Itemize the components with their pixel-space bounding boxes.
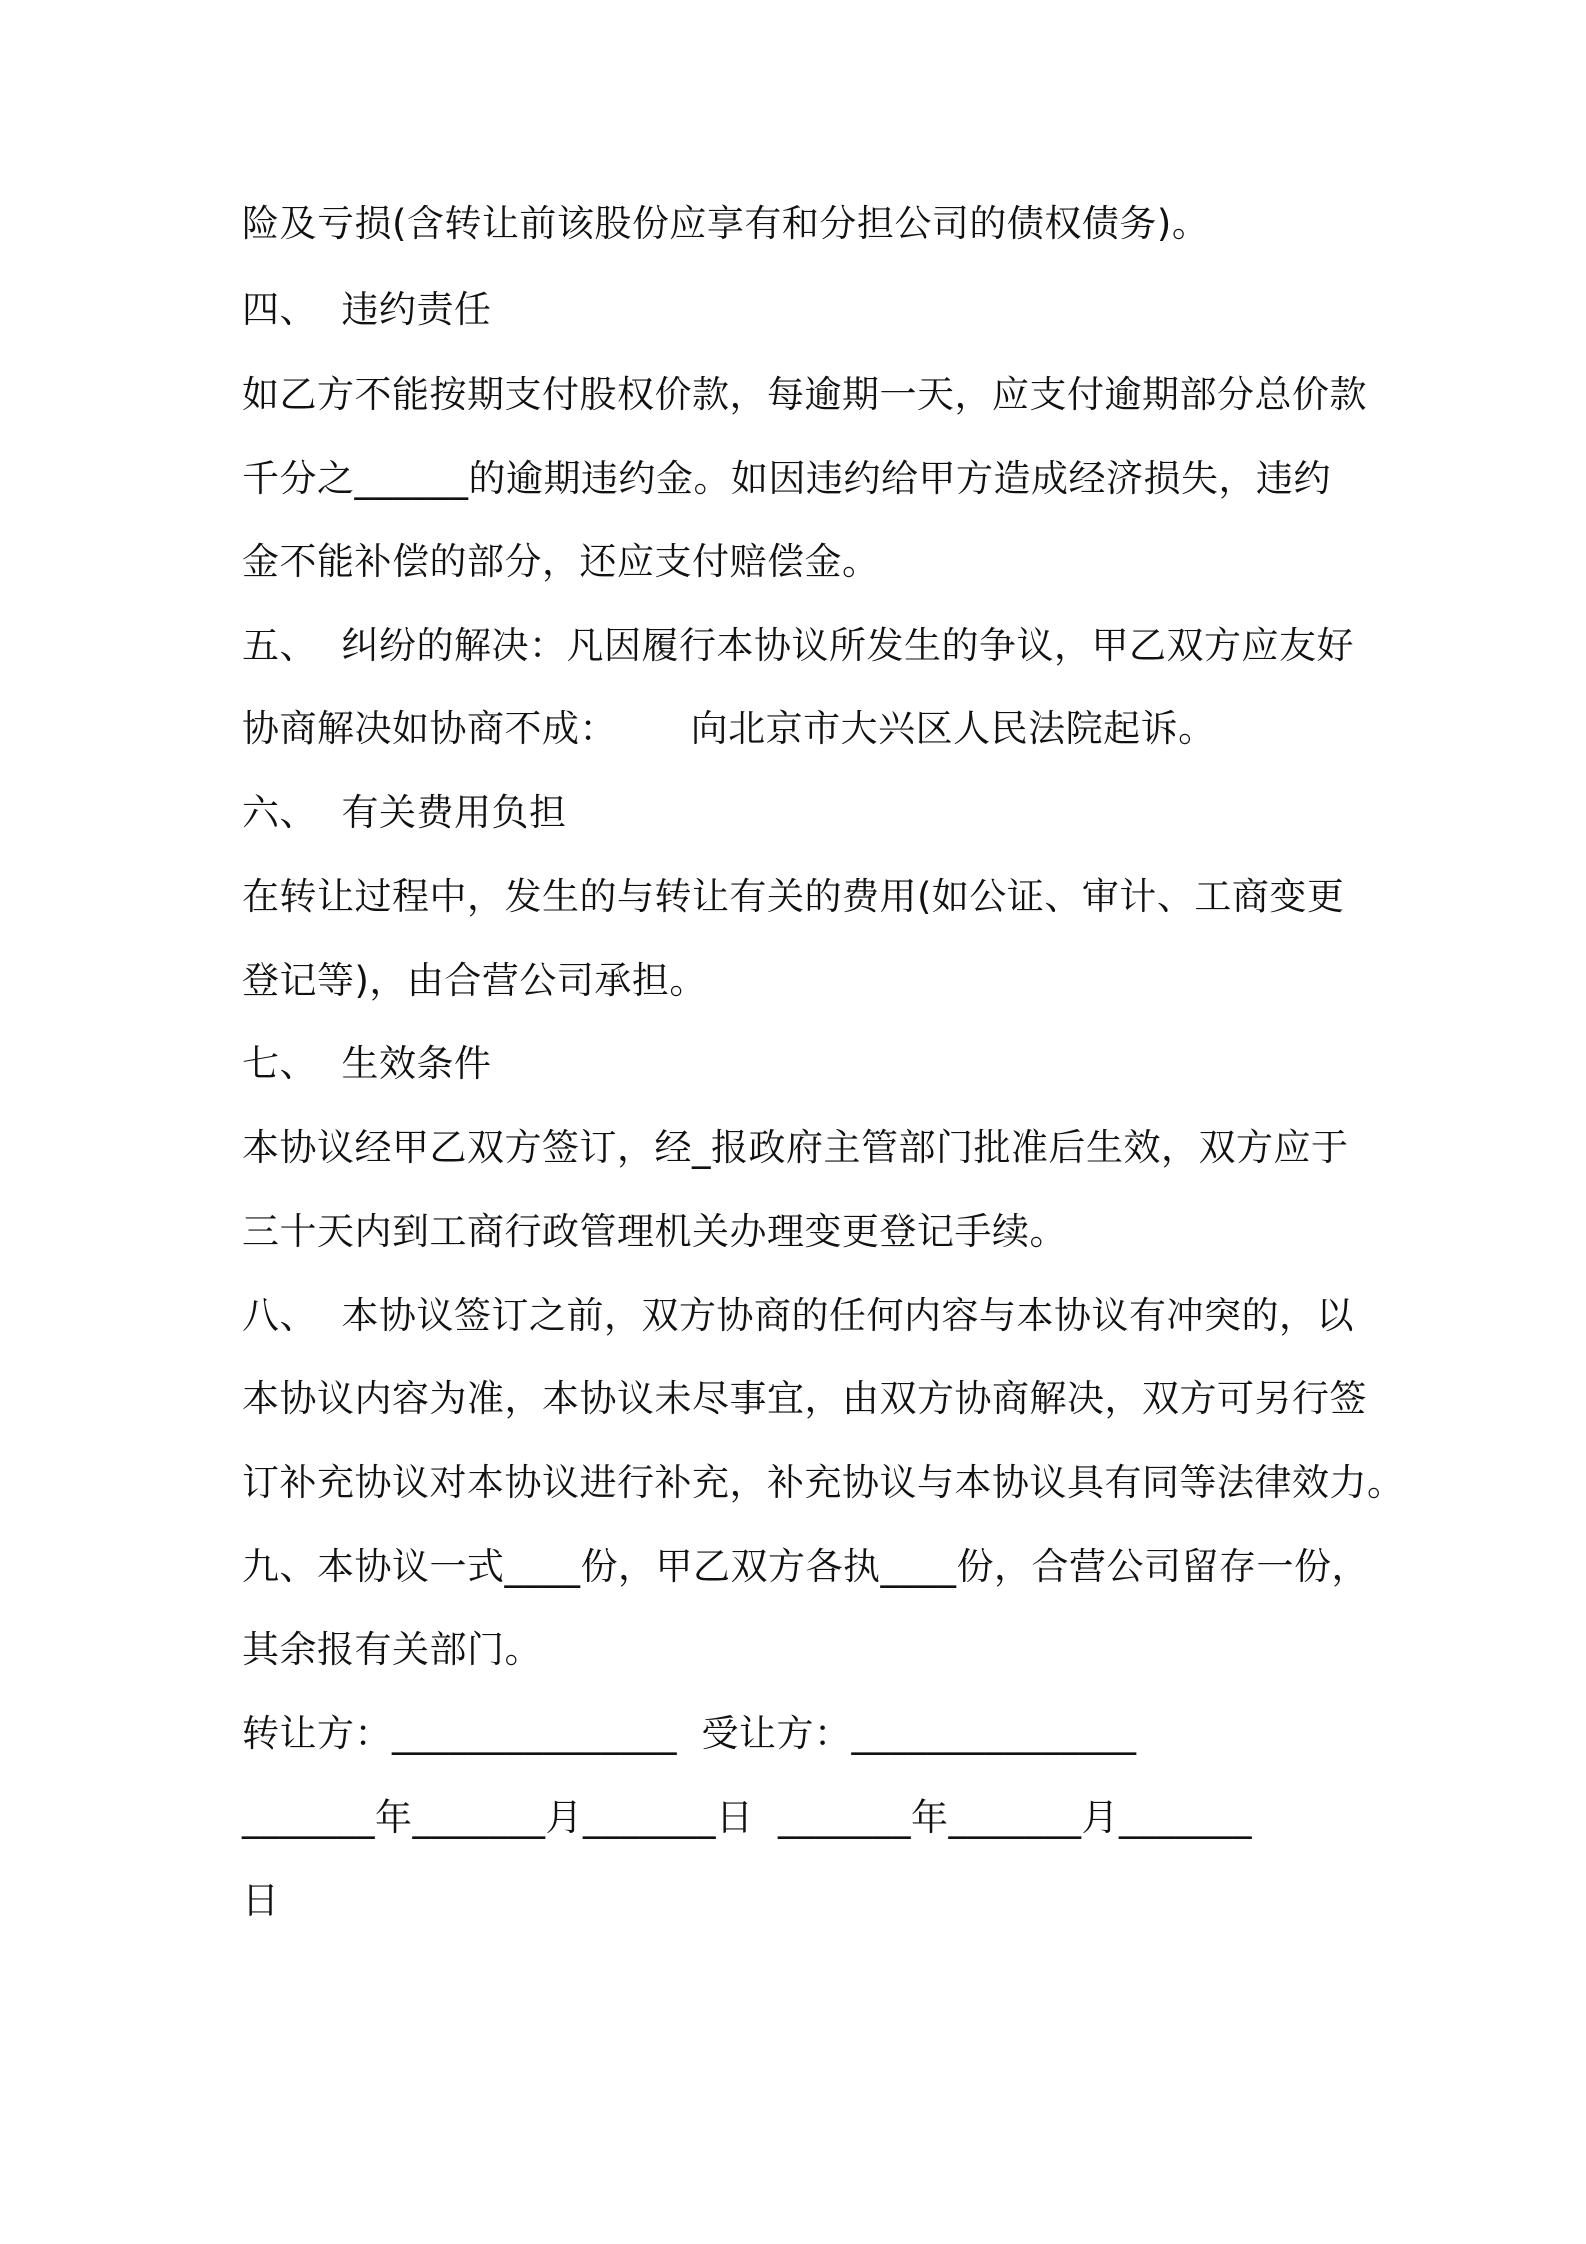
- text-line-7: 协商解决如协商不成： 向北京市大兴区人民法院起诉。: [242, 707, 1216, 750]
- section-heading-4: 四、 违约责任: [242, 288, 492, 331]
- date-line: _______年_______月_______日 _______年_______月_______: [242, 1796, 1253, 1839]
- section-heading-5: 五、 纠纷的解决：凡因履行本协议所发生的争议，甲乙双方应友好: [242, 624, 1355, 667]
- text-line-15: 本协议内容为准，本协议未尽事宜，由双方协商解决，双方可另行签: [242, 1377, 1367, 1420]
- text-line-16: 订补充协议对本协议进行补充，补充协议与本协议具有同等法律效力。: [242, 1461, 1405, 1504]
- section-heading-7: 七、 生效条件: [242, 1042, 492, 1085]
- section-heading-9: 九、本协议一式____份，甲乙双方各执____份，合营公司留存一份，: [242, 1545, 1369, 1588]
- date-line-end: 日: [242, 1879, 280, 1922]
- text-line-9: 在转让过程中，发生的与转让有关的费用(如公证、审计、工商变更: [242, 875, 1345, 918]
- text-line-5: 金不能补偿的部分，还应支付赔偿金。: [242, 540, 880, 583]
- text-line-18: 其余报有关部门。: [242, 1628, 542, 1671]
- text-line-13: 三十天内到工商行政管理机关办理变更登记手续。: [242, 1210, 1067, 1253]
- section-heading-6: 六、 有关费用负担: [242, 791, 567, 834]
- text-line-1: 险及亏损(含转让前该股份应享有和分担公司的债权债务)。: [242, 202, 1210, 245]
- text-line-12: 本协议经甲乙双方签订，经_报政府主管部门批准后生效，双方应于: [242, 1126, 1349, 1169]
- text-line-4: 千分之______的逾期违约金。如因违约给甲方造成经济损失，违约: [242, 457, 1331, 500]
- text-line-10: 登记等)，由合营公司承担。: [242, 959, 707, 1002]
- section-heading-8: 八、 本协议签订之前，双方协商的任何内容与本协议有冲突的，以: [242, 1294, 1355, 1337]
- signature-line: 转让方：_______________ 受让方：_______________: [242, 1712, 1137, 1755]
- text-line-3: 如乙方不能按期支付股权价款，每逾期一天，应支付逾期部分总价款: [242, 373, 1367, 416]
